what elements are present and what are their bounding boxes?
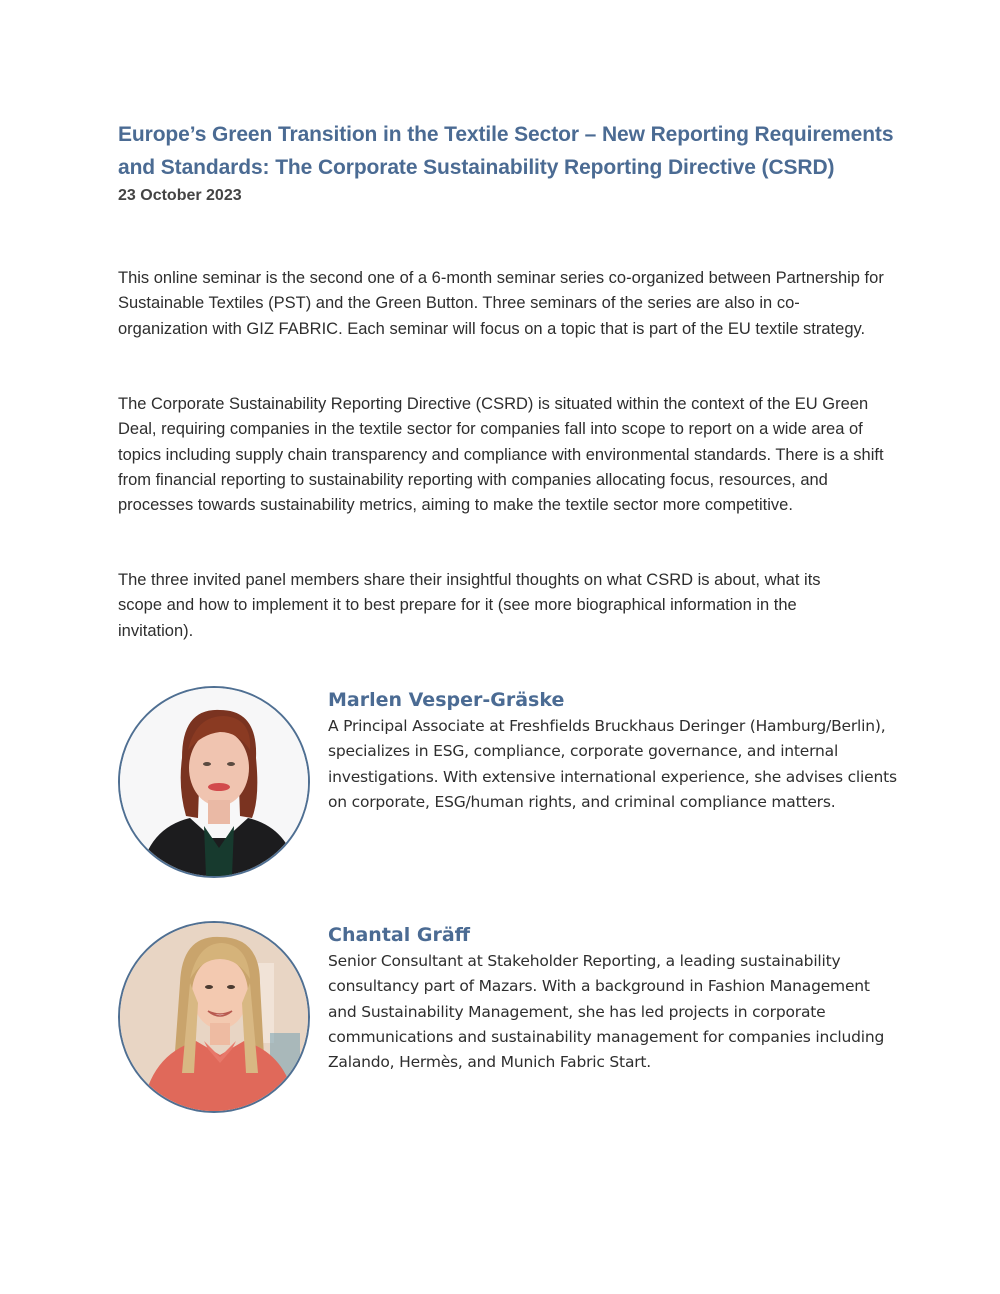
intro-paragraph: This online seminar is the second one of a 6-month seminar series co-organized between Partnership for Sustainable Textiles (PST) and the Green Button. Three seminars of the series are also in co-organization with GIZ FABRIC. Each seminar will focus on a topic that is part of the EU textile strategy. bbox=[118, 269, 884, 338]
panel-paragraph: The three invited panel members share their insightful thoughts on what CSRD is about, what its scope and how to implement it to best prepare for it (see more biographical information in the invitation). bbox=[118, 571, 821, 640]
document-page bbox=[118, 118, 898, 1072]
speaker-details bbox=[328, 686, 898, 815]
portrait-image-icon bbox=[120, 688, 308, 876]
speaker-details bbox=[328, 921, 898, 1075]
speaker-name: Chantal Gräff bbox=[328, 924, 471, 946]
speaker-photo bbox=[118, 921, 310, 1113]
csrd-paragraph: The Corporate Sustainability Reporting Directive (CSRD) is situated within the context of the EU Green Deal, requiring companies in the textile sector for companies fall into scope to report on a wide area of topics including supply chain transparency and compliance with environmental standards. There is a shift from financial reporting to sustainability reporting with companies allocating focus, resources, and processes towards sustainability metrics, aiming to make the textile sector more competitive. bbox=[118, 395, 884, 515]
portrait-image-icon bbox=[120, 923, 308, 1111]
speaker-name: Marlen Vesper-Gräske bbox=[328, 689, 565, 711]
speaker-bio: A Principal Associate at Freshfields Bruckhaus Deringer (Hamburg/Berlin), specializes in ESG, compliance, corporate governance, and internal investigations. With extensive international experience, she advises clients on corporate, ESG/human rights, and criminal compliance matters. bbox=[328, 717, 897, 811]
document-title: Europe’s Green Transition in the Textile Sector – New Reporting Requirements and Standards: The Corporate Sustainability Reporting Directive (CSRD) bbox=[118, 123, 894, 179]
speaker-photo bbox=[118, 686, 310, 878]
speaker-bio: Senior Consultant at Stakeholder Reporting, a leading sustainability consultancy part of Mazars. With a background in Fashion Management and Sustainability Management, she has led projects in corporate communications and sustainability management for companies including Zalando, Hermès, and Munich Fabric Start. bbox=[328, 952, 885, 1072]
event-date: 23 October 2023 bbox=[118, 187, 242, 204]
